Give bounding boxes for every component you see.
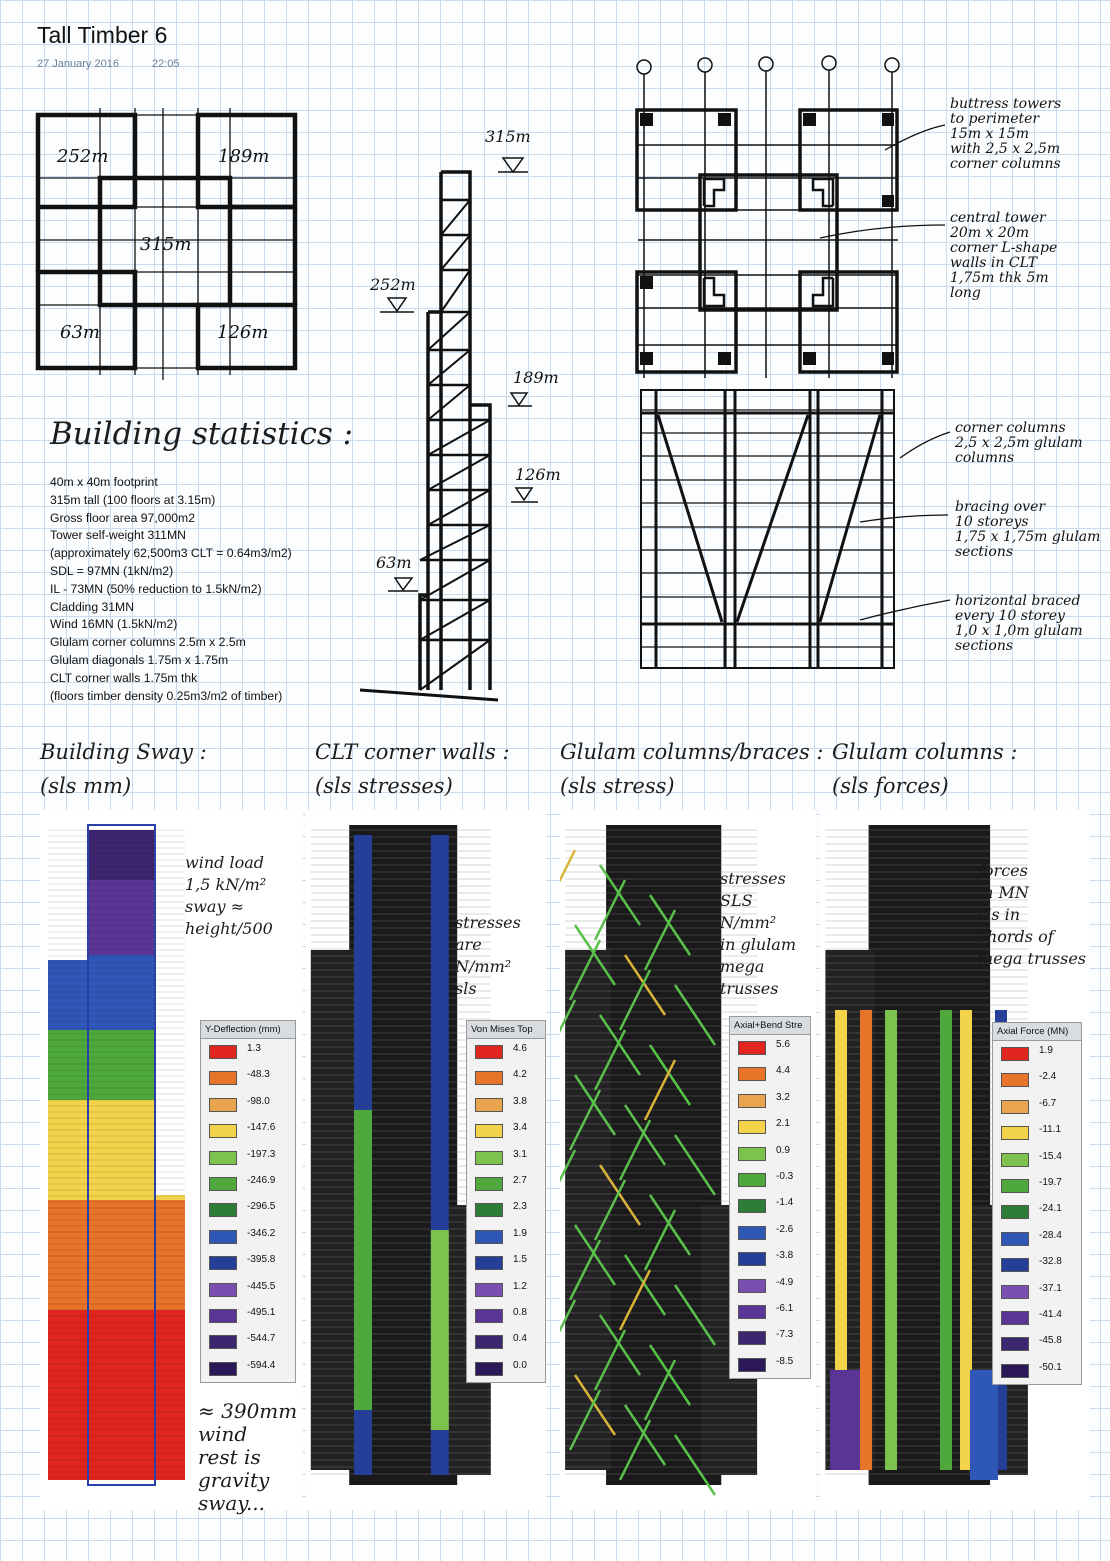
statistics-line: SDL = 97MN (1kN/m2): [50, 563, 174, 578]
legend-swatch: [209, 1256, 237, 1270]
legend-swatch: [738, 1067, 766, 1081]
structural-elevation-sketch: [641, 390, 950, 668]
legend-value: 0.9: [776, 1144, 790, 1156]
legend-value: -544.7: [247, 1333, 276, 1345]
legend-swatch: [209, 1098, 237, 1112]
legend-row: [201, 1118, 295, 1144]
legend-row: [467, 1171, 545, 1197]
statistics-heading: Building statistics :: [50, 416, 354, 452]
legend-swatch: [1001, 1179, 1029, 1193]
legend-value: -37.1: [1039, 1282, 1062, 1294]
legend-swatch: [1001, 1285, 1029, 1299]
legend-row: [201, 1356, 295, 1382]
legend-swatch: [1001, 1364, 1029, 1378]
note-columns: corner columns 2,5 x 2,5m glulam columns: [955, 420, 1083, 466]
legend-value: 0.8: [513, 1306, 527, 1318]
legend-value: -7.3: [776, 1329, 794, 1341]
panel-note-secondary: ≈ 390mm wind rest is gravity sway...: [198, 1399, 298, 1515]
legend-row: [730, 1167, 810, 1193]
legend-value: -28.4: [1039, 1229, 1062, 1241]
panel-note: forces in MN sls in chords of mega trusses: [978, 861, 1086, 968]
note-bracing: bracing over 10 storeys 1,75 x 1,75m glulam sections: [955, 499, 1101, 560]
statistics-line: 40m x 40m footprint: [50, 475, 158, 489]
legend-value: -41.4: [1039, 1308, 1062, 1320]
legend-value: 1.9: [513, 1227, 527, 1239]
legend-row: [993, 1041, 1081, 1067]
legend-value: -594.4: [247, 1359, 276, 1371]
legend-row: [730, 1246, 810, 1272]
color-legend: [729, 1016, 811, 1379]
panel-note: wind load 1,5 kN/m² sway ≈ height/500: [185, 853, 273, 938]
legend-value: -197.3: [247, 1148, 276, 1160]
legend-row: [730, 1088, 810, 1114]
legend-row: [201, 1250, 295, 1276]
statistics-line: Wind 16MN (1.5kN/m2): [50, 617, 178, 632]
legend-row: [467, 1065, 545, 1091]
legend-value: -6.1: [776, 1302, 794, 1314]
legend-swatch: [1001, 1311, 1029, 1325]
color-legend: [466, 1020, 546, 1383]
legend-value: -395.8: [247, 1254, 276, 1266]
plan-label-63: 63m: [60, 322, 100, 343]
legend-swatch: [475, 1071, 503, 1085]
legend-row: [467, 1329, 545, 1355]
legend-swatch: [1001, 1232, 1029, 1246]
statistics-list: [50, 474, 292, 705]
legend-value: -24.1: [1039, 1203, 1062, 1215]
legend-value: -147.6: [247, 1122, 276, 1134]
legend-swatch: [209, 1045, 237, 1059]
legend-value: 2.1: [776, 1118, 790, 1130]
legend-value: -6.7: [1039, 1097, 1057, 1109]
legend-row: [730, 1141, 810, 1167]
legend-row: [730, 1061, 810, 1087]
legend-row: [730, 1325, 810, 1351]
legend-swatch: [738, 1199, 766, 1213]
plan-label-126: 126m: [217, 322, 269, 343]
elev-label-63: 63m: [376, 553, 412, 572]
color-legend: [200, 1020, 296, 1383]
legend-row: [467, 1092, 545, 1118]
legend-value: -4.9: [776, 1276, 794, 1288]
statistics-line: (approximately 62,500m3 CLT = 0.64m3/m2): [50, 546, 292, 561]
elev-label-252: 252m: [370, 275, 416, 294]
legend-swatch: [738, 1305, 766, 1319]
legend-swatch: [738, 1279, 766, 1293]
legend-row: [467, 1277, 545, 1303]
legend-value: 1.9: [1039, 1045, 1053, 1056]
legend-value: -32.8: [1039, 1256, 1062, 1268]
page-title: Tall Timber 6: [37, 22, 168, 48]
legend-row: [467, 1145, 545, 1171]
panel-heading: Glulam columns : (sls forces): [832, 740, 1018, 798]
legend-row: [730, 1114, 810, 1140]
legend-value: 5.6: [776, 1039, 790, 1050]
legend-row: [201, 1065, 295, 1091]
legend-row: [201, 1039, 295, 1065]
legend-row: [467, 1356, 545, 1382]
legend-row: [993, 1331, 1081, 1357]
legend-swatch: [475, 1098, 503, 1112]
legend-row: [730, 1220, 810, 1246]
panel-heading: Building Sway : (sls mm): [40, 740, 207, 798]
legend-value: -50.1: [1039, 1361, 1062, 1373]
plan-label-315: 315m: [140, 234, 192, 255]
legend-row: [993, 1173, 1081, 1199]
legend-swatch: [209, 1362, 237, 1376]
legend-value: 1.5: [513, 1254, 527, 1266]
legend-value: -48.3: [247, 1069, 270, 1081]
legend-swatch: [738, 1120, 766, 1134]
legend-swatch: [738, 1358, 766, 1372]
deflection-band: [48, 960, 155, 1030]
legend-swatch: [475, 1203, 503, 1217]
legend-row: [993, 1199, 1081, 1225]
legend-value: -98.0: [247, 1095, 270, 1107]
legend-value: -296.5: [247, 1201, 276, 1213]
legend-row: [993, 1358, 1081, 1384]
legend-title: Von Mises Top: [467, 1021, 545, 1039]
legend-swatch: [209, 1177, 237, 1191]
legend-row: [467, 1197, 545, 1223]
legend-swatch: [475, 1283, 503, 1297]
legend-value: 2.7: [513, 1174, 527, 1186]
legend-title: Axial Force (MN): [993, 1023, 1081, 1041]
legend-row: [993, 1226, 1081, 1252]
note-horizontal: horizontal braced every 10 storey 1,0 x 1,0m glulam sections: [955, 593, 1083, 654]
legend-value: -445.5: [247, 1280, 276, 1292]
legend-value: 1.2: [513, 1280, 527, 1292]
legend-swatch: [1001, 1047, 1029, 1061]
legend-row: [201, 1171, 295, 1197]
color-legend: [992, 1022, 1082, 1385]
statistics-line: Tower self-weight 311MN: [50, 528, 186, 543]
statistics-line: CLT corner walls 1.75m thk: [50, 670, 198, 685]
legend-swatch: [738, 1041, 766, 1055]
legend-row: [201, 1224, 295, 1250]
legend-row: [993, 1120, 1081, 1146]
legend-value: -346.2: [247, 1227, 276, 1239]
statistics-line: Glulam diagonals 1.75m x 1.75m: [50, 652, 229, 667]
legend-row: [993, 1305, 1081, 1331]
legend-value: -495.1: [247, 1306, 276, 1318]
legend-value: 4.6: [513, 1043, 527, 1054]
legend-swatch: [1001, 1153, 1029, 1167]
legend-row: [201, 1145, 295, 1171]
legend-swatch: [475, 1124, 503, 1138]
legend-value: -15.4: [1039, 1150, 1062, 1162]
legend-row: [993, 1147, 1081, 1173]
legend-swatch: [475, 1151, 503, 1165]
legend-row: [730, 1193, 810, 1219]
note-central: central tower 20m x 20m corner L-shape walls in CLT 1,75m thk 5m long: [950, 210, 1058, 301]
legend-value: -1.4: [776, 1197, 794, 1209]
elev-label-189: 189m: [513, 368, 559, 387]
legend-swatch: [475, 1335, 503, 1349]
structural-plan-sketch: [637, 56, 945, 378]
legend-swatch: [738, 1331, 766, 1345]
statistics-line: Glulam corner columns 2.5m x 2.5m: [50, 635, 246, 650]
note-buttress: buttress towers to perimeter 15m x 15m with 2,5 x 2,5m corner columns: [950, 96, 1062, 172]
legend-row: [467, 1303, 545, 1329]
statistics-line: Cladding 31MN: [50, 599, 135, 614]
statistics-line: (floors timber density 0.25m3/m2 of timber): [50, 688, 283, 703]
legend-value: -19.7: [1039, 1176, 1062, 1188]
legend-swatch: [738, 1226, 766, 1240]
legend-value: 0.0: [513, 1359, 527, 1371]
deflection-band: [48, 1200, 185, 1310]
legend-swatch: [738, 1094, 766, 1108]
legend-swatch: [209, 1283, 237, 1297]
legend-row: [730, 1035, 810, 1061]
legend-row: [467, 1118, 545, 1144]
structure-notes: [949, 96, 1100, 654]
legend-row: [201, 1329, 295, 1355]
legend-value: 2.3: [513, 1201, 527, 1213]
panel-heading: Glulam columns/braces : (sls stress): [560, 740, 824, 798]
elev-label-126: 126m: [515, 465, 561, 484]
legend-swatch: [475, 1362, 503, 1376]
legend-swatch: [209, 1230, 237, 1244]
legend-swatch: [1001, 1258, 1029, 1272]
legend-value: -3.8: [776, 1250, 794, 1262]
legend-swatch: [209, 1071, 237, 1085]
legend-row: [201, 1197, 295, 1223]
legend-swatch: [475, 1309, 503, 1323]
legend-swatch: [1001, 1205, 1029, 1219]
panel-note: stresses SLS N/mm² in glulam mega trusses: [720, 869, 796, 998]
legend-value: -2.6: [776, 1223, 794, 1235]
legend-row: [467, 1039, 545, 1065]
legend-swatch: [209, 1124, 237, 1138]
legend-value: 4.4: [776, 1065, 790, 1077]
legend-swatch: [738, 1147, 766, 1161]
legend-row: [730, 1299, 810, 1325]
panel-note: stresses are N/mm² sls: [455, 913, 521, 998]
legend-value: 3.2: [776, 1091, 790, 1103]
legend-row: [201, 1303, 295, 1329]
legend-swatch: [475, 1256, 503, 1270]
legend-value: 4.2: [513, 1069, 527, 1081]
legend-row: [993, 1067, 1081, 1093]
legend-value: 3.4: [513, 1122, 527, 1134]
legend-value: -246.9: [247, 1174, 276, 1186]
legend-row: [467, 1250, 545, 1276]
elevation-sketch: [360, 158, 538, 700]
legend-swatch: [1001, 1100, 1029, 1114]
legend-swatch: [209, 1151, 237, 1165]
legend-swatch: [475, 1177, 503, 1191]
legend-row: [993, 1279, 1081, 1305]
legend-swatch: [475, 1045, 503, 1059]
page-time: 22:05: [152, 58, 180, 70]
legend-value: 3.1: [513, 1148, 527, 1160]
legend-value: 3.8: [513, 1095, 527, 1107]
statistics-line: IL - 73MN (50% reduction to 1.5kN/m2): [50, 581, 262, 596]
legend-swatch: [1001, 1073, 1029, 1087]
legend-value: -0.3: [776, 1170, 794, 1182]
plan-label-252: 252m: [57, 146, 109, 167]
legend-swatch: [475, 1230, 503, 1244]
legend-title: Axial+Bend Stre: [730, 1017, 810, 1035]
legend-value: -45.8: [1039, 1335, 1062, 1347]
legend-swatch: [1001, 1337, 1029, 1351]
legend-row: [201, 1277, 295, 1303]
legend-swatch: [1001, 1126, 1029, 1140]
statistics-line: Gross floor area 97,000m2: [50, 510, 195, 525]
legend-value: -11.1: [1039, 1124, 1062, 1136]
legend-row: [730, 1273, 810, 1299]
legend-value: 1.3: [247, 1043, 261, 1054]
legend-row: [730, 1352, 810, 1378]
statistics-line: 315m tall (100 floors at 3.15m): [50, 492, 216, 507]
legend-title: Y-Deflection (mm): [201, 1021, 295, 1039]
legend-swatch: [209, 1203, 237, 1217]
deflection-band: [48, 1100, 155, 1200]
legend-row: [467, 1224, 545, 1250]
legend-value: -8.5: [776, 1355, 794, 1367]
legend-swatch: [209, 1335, 237, 1349]
page-date: 27 January 2016: [37, 58, 119, 70]
legend-swatch: [209, 1309, 237, 1323]
legend-value: -2.4: [1039, 1071, 1057, 1083]
legend-row: [993, 1252, 1081, 1278]
legend-swatch: [738, 1252, 766, 1266]
elev-label-315: 315m: [485, 127, 531, 146]
legend-row: [201, 1092, 295, 1118]
legend-swatch: [738, 1173, 766, 1187]
panel-heading: CLT corner walls : (sls stresses): [315, 740, 510, 798]
legend-value: 0.4: [513, 1333, 527, 1345]
plan-label-189: 189m: [218, 146, 270, 167]
legend-row: [993, 1094, 1081, 1120]
